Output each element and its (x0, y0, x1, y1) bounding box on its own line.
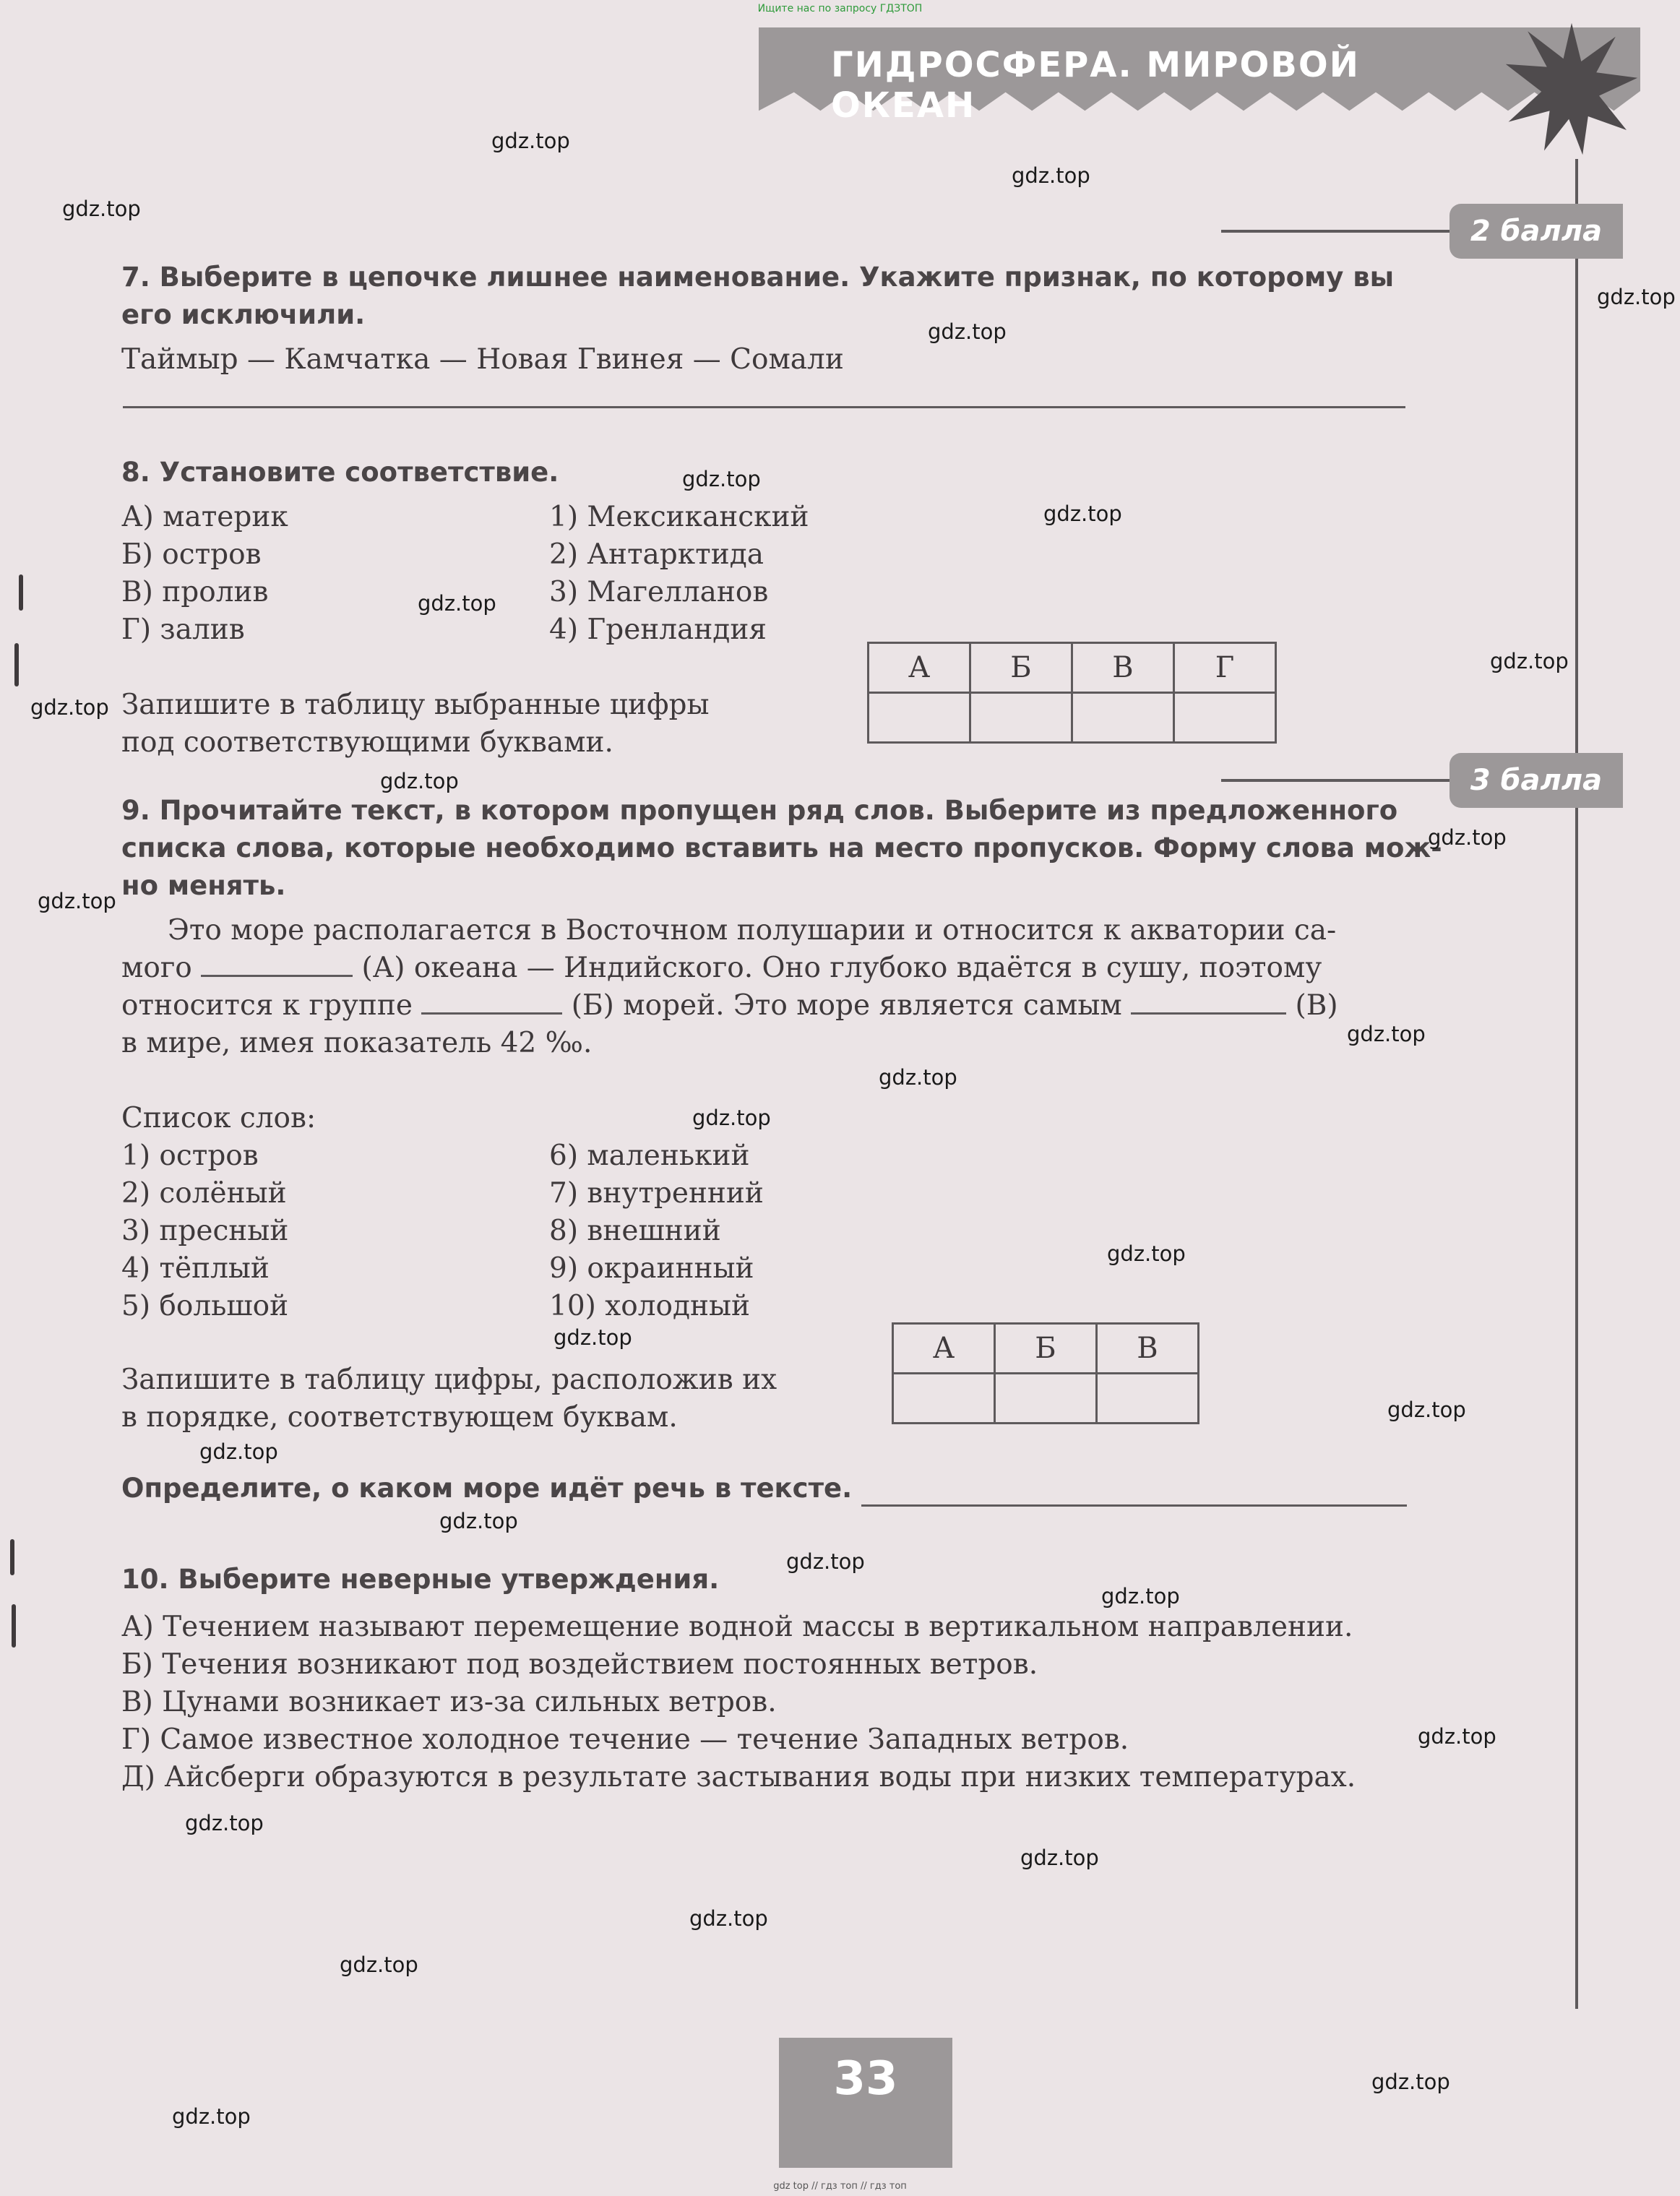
q9-table-header-v: В (1097, 1324, 1199, 1374)
q7-answer-line[interactable] (123, 406, 1405, 408)
q8-answer-cell-v[interactable] (1072, 693, 1174, 743)
q8-right-4: 4) Гренландия (549, 613, 767, 646)
q8-left-1: А) материк (121, 501, 288, 533)
q9-answer-line[interactable] (861, 1504, 1407, 1507)
q7-line1: 7. Выберите в цепочке лишнее наименование. Укажите признак, по которому вы (121, 262, 1395, 293)
q9-line1: 9. Прочитайте текст, в котором пропущен ряд слов. Выберите из предложенного (121, 795, 1398, 826)
q8-answer-table (867, 642, 1277, 744)
q9-answer-cell-b[interactable] (995, 1374, 1097, 1424)
q9-blank-b[interactable] (421, 988, 562, 1015)
watermark: gdz.top (689, 1906, 768, 1931)
watermark: gdz.top (1020, 1846, 1099, 1870)
q9-text-4: в мире, имея показатель 42 ‰. (121, 1027, 593, 1059)
q8-right-2: 2) Антарктида (549, 538, 764, 571)
q9-text-3 (121, 987, 1338, 1025)
q9-text-2a: мого (121, 952, 192, 984)
q9-line3: но менять. (121, 870, 286, 901)
watermark: gdz.top (692, 1106, 771, 1130)
score-line (1221, 779, 1467, 782)
q9-blank-a[interactable] (201, 950, 353, 977)
watermark: gdz.top (1012, 163, 1090, 188)
q9-list-item-3: 3) пресный (121, 1215, 289, 1247)
q9-list-item-10: 10) холодный (549, 1290, 751, 1322)
watermark: gdz.top (1043, 501, 1122, 526)
score-line (1221, 230, 1467, 233)
q9-list-title: Список слов: (121, 1102, 316, 1134)
margin-rule (1575, 159, 1578, 2009)
watermark: gdz.top (1597, 285, 1676, 309)
q9-determine: Определите, о каком море идёт речь в тексте. (121, 1473, 853, 1504)
q8-left-3: В) пролив (121, 576, 269, 608)
q8-answer-cell-g[interactable] (1174, 693, 1276, 743)
q8-right-1: 1) Мексиканский (549, 501, 809, 533)
watermark: gdz.top (1428, 825, 1507, 850)
q9-list-item-9: 9) окраинный (549, 1252, 754, 1285)
page-number: 33 (833, 2052, 898, 2106)
q10-item-g: Г) Самое известное холодное течение — течение Западных ветров. (121, 1723, 1129, 1756)
q7-line2: его исключили. (121, 299, 366, 330)
q7-chain: Таймыр — Камчатка — Новая Гвинея — Сомали (121, 343, 844, 376)
q10-item-a: А) Течением называют перемещение водной массы в вертикальном направлении. (121, 1611, 1353, 1643)
watermark: gdz.top (1101, 1584, 1180, 1609)
q8-table-header-v: В (1072, 643, 1174, 693)
scratch-mark (14, 643, 19, 686)
q10-item-v: В) Цунами возникает из-за сильных ветров. (121, 1686, 777, 1718)
scratch-mark (10, 1539, 14, 1575)
scratch-mark (19, 574, 23, 611)
watermark: gdz.top (786, 1549, 865, 1574)
watermark: gdz.top (682, 467, 761, 491)
q9-answer-cell-a[interactable] (893, 1374, 995, 1424)
q8-instr-2: под соответствующими буквами. (121, 726, 613, 759)
q8-title: 8. Установите соответствие. (121, 457, 559, 488)
q9-list-item-4: 4) тёплый (121, 1252, 270, 1285)
q10-title: 10. Выберите неверные утверждения. (121, 1564, 720, 1595)
scratch-mark (12, 1604, 16, 1648)
watermark: gdz.top (553, 1325, 632, 1350)
watermark: gdz.top (185, 1811, 264, 1835)
q9-text-1: Это море располагается в Восточном полушарии и относится к акватории са- (168, 914, 1337, 947)
q9-text-3a: относится к группе (121, 989, 413, 1022)
watermark: gdz.top (1107, 1241, 1186, 1266)
q9-list-item-6: 6) маленький (549, 1140, 750, 1172)
q9-list-item-2: 2) солёный (121, 1177, 287, 1210)
q9-text-2 (121, 950, 1322, 987)
q9-list-item-8: 8) внешний (549, 1215, 721, 1247)
section-title: ГИДРОСФЕРА. МИРОВОЙ ОКЕАН (831, 45, 1360, 126)
star-icon (1503, 20, 1640, 158)
watermark: gdz.top (340, 1952, 418, 1977)
q9-blank-v[interactable] (1131, 988, 1286, 1015)
q9-table-header-a: А (893, 1324, 995, 1374)
q9-text-3c: (В) (1295, 989, 1338, 1022)
watermark: gdz.top (199, 1439, 278, 1464)
q9-list-item-7: 7) внутренний (549, 1177, 764, 1210)
q9-table-header-b: Б (995, 1324, 1097, 1374)
watermark: gdz.top (380, 769, 459, 793)
watermark: gdz.top (491, 129, 570, 153)
score-badge-3: 3 балла (1449, 753, 1623, 808)
q8-table-header-b: Б (970, 643, 1072, 693)
top-note: Ищите нас по запросу ГДЗТОП (757, 3, 923, 14)
q9-answer-table (892, 1322, 1199, 1424)
q9-instr-2: в порядке, соответствующем буквам. (121, 1401, 678, 1434)
watermark: gdz.top (928, 319, 1007, 344)
watermark: gdz.top (172, 2104, 251, 2129)
bottom-note: gdz top // гдз топ // гдз топ (773, 2181, 907, 2192)
watermark: gdz.top (418, 591, 496, 616)
watermark: gdz.top (30, 695, 109, 720)
watermark: gdz.top (1490, 649, 1569, 673)
q8-table-header-g: Г (1174, 643, 1276, 693)
q8-left-2: Б) остров (121, 538, 262, 571)
watermark: gdz.top (439, 1509, 518, 1533)
q9-list-item-5: 5) большой (121, 1290, 289, 1322)
watermark: gdz.top (1387, 1398, 1466, 1422)
q9-list-item-1: 1) остров (121, 1140, 259, 1172)
q8-table-header-a: А (869, 643, 970, 693)
q9-line2: списка слова, которые необходимо вставить на место пропусков. Форму слова мож- (121, 832, 1442, 864)
watermark: gdz.top (62, 197, 141, 221)
q10-item-b: Б) Течения возникают под воздействием постоянных ветров. (121, 1648, 1038, 1681)
watermark: gdz.top (1371, 2070, 1450, 2094)
q8-left-4: Г) залив (121, 613, 245, 646)
q8-right-3: 3) Магелланов (549, 576, 769, 608)
q8-instr-1: Запишите в таблицу выбранные цифры (121, 689, 710, 721)
q10-item-d: Д) Айсберги образуются в результате застывания воды при низких температурах. (121, 1761, 1356, 1794)
q9-text-3b: (Б) морей. Это море является самым (571, 989, 1122, 1022)
watermark: gdz.top (1418, 1724, 1496, 1749)
q9-text-2b: (А) океана — Индийского. Оно глубоко вдаётся в сушу, поэтому (361, 952, 1322, 984)
q9-answer-cell-v[interactable] (1097, 1374, 1199, 1424)
watermark: gdz.top (1347, 1022, 1426, 1046)
q8-answer-cell-b[interactable] (970, 693, 1072, 743)
score-badge-2: 2 балла (1449, 204, 1623, 259)
watermark: gdz.top (38, 889, 116, 913)
q9-instr-1: Запишите в таблицу цифры, расположив их (121, 1364, 777, 1396)
q8-answer-cell-a[interactable] (869, 693, 970, 743)
watermark: gdz.top (879, 1065, 957, 1090)
